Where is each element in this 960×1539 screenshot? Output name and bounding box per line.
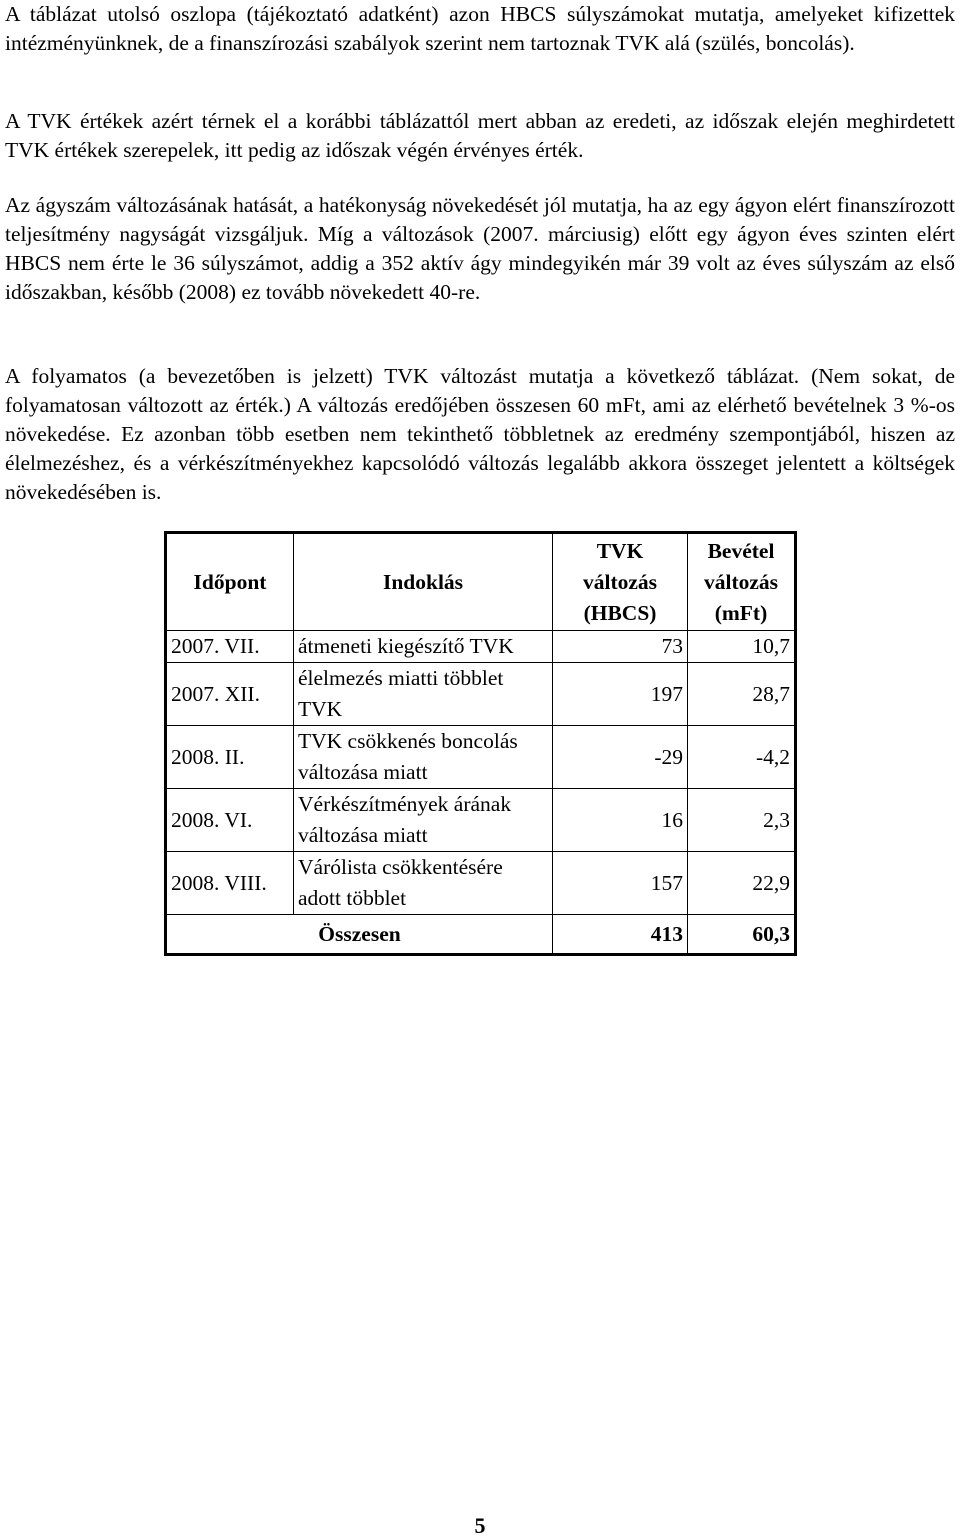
cell-reason-line1: TVK csökkenés boncolás	[298, 729, 518, 753]
cell-tvk: 73	[553, 631, 688, 663]
cell-reason	[294, 726, 553, 789]
header-revenue-change	[688, 533, 796, 631]
paragraph-table-note: A táblázat utolsó oszlopa (tájékoztató adatként) azon HBCS súlyszámokat mutatja, amelyeket kifizettek intézményünknek, de a finanszírozási szabályok szerint nem tartoznak TVK alá (szülés, boncolás).	[5, 2, 955, 55]
cell-reason-line2: TVK	[298, 697, 343, 721]
cell-revenue: 28,7	[688, 663, 796, 726]
header-rev-line3: (mFt)	[714, 600, 768, 625]
cell-tvk: 157	[553, 852, 688, 915]
page-number: 5	[474, 1513, 486, 1538]
table-row	[166, 663, 796, 726]
cell-reason-line1: Várólista csökkentésére	[298, 855, 503, 879]
header-tvk-change	[553, 533, 688, 631]
paragraph-bed-count: Az ágyszám változásának hatását, a hatékonyság növekedését jól mutatja, ha az egy ágyon elért finanszírozott teljesítmény nagyságát vizsgáljuk. Míg a változások (2007. márciusig) előtt egy ágyon éves szinten elért HBCS nem érte le 36 súlyszámot, addig a 352 aktív ágy mindegyikén már 39 volt az éves súlyszám az első időszakban, később (2008) ez tovább növekedett 40-re.	[5, 193, 955, 304]
cell-revenue: -4,2	[688, 726, 796, 789]
table-row	[166, 789, 796, 852]
cell-reason-line1: Vérkészítmények árának	[298, 792, 512, 816]
cell-date: 2008. II.	[166, 726, 294, 789]
table-header-row	[166, 533, 796, 631]
cell-reason	[294, 852, 553, 915]
cell-reason-line2: adott többlet	[298, 886, 407, 910]
tvk-change-table	[164, 531, 797, 956]
header-date: Időpont	[166, 533, 294, 631]
paragraph-tvk-values: A TVK értékek azért térnek el a korábbi táblázattól mert abban az eredeti, az időszak elején meghirdetett TVK értékek szerepelek, itt pedig az időszak végén érvényes érték.	[5, 109, 955, 162]
cell-reason	[294, 663, 553, 726]
cell-date: 2008. VIII.	[166, 852, 294, 915]
table-row	[166, 726, 796, 789]
cell-tvk: 16	[553, 789, 688, 852]
cell-date: 2008. VI.	[166, 789, 294, 852]
header-rev-line2: változás	[703, 569, 779, 594]
header-tvk-line1: TVK	[596, 538, 644, 563]
table-row	[166, 631, 796, 663]
cell-reason-line1: élelmezés miatti többlet	[298, 666, 504, 690]
cell-revenue: 2,3	[688, 789, 796, 852]
header-tvk-line3: (HBCS)	[583, 600, 657, 625]
header-rev-line1: Bevétel	[707, 538, 775, 563]
cell-reason: átmeneti kiegészítő TVK	[294, 631, 553, 663]
cell-date: 2007. VII.	[166, 631, 294, 663]
total-label: Összesen	[166, 915, 553, 955]
cell-reason-line2: változása miatt	[298, 760, 428, 784]
table-row	[166, 852, 796, 915]
cell-reason	[294, 789, 553, 852]
paragraph-tvk-change: A folyamatos (a bevezetőben is jelzett) TVK változást mutatja a következő táblázat. (Nem sokat, de folyamatosan változott az érték.) A változás eredőjében összesen 60 mFt, ami az elérhető bevételnek 3 %-os növekedése. Ez azonban több esetben nem tekinthető többletnek az eredmény szempontjából, hiszen az élelmezéshez, és a vérkészítményekhez kapcsolódó változás legalább akkora összeget jelentett a költségek növekedésében is.	[5, 364, 955, 504]
header-tvk-line2: változás	[582, 569, 658, 594]
cell-date: 2007. XII.	[166, 663, 294, 726]
cell-revenue: 10,7	[688, 631, 796, 663]
total-revenue: 60,3	[688, 915, 796, 955]
header-reason: Indoklás	[294, 533, 553, 631]
table-total-row	[166, 915, 796, 955]
cell-tvk: 197	[553, 663, 688, 726]
cell-revenue: 22,9	[688, 852, 796, 915]
total-tvk: 413	[553, 915, 688, 955]
cell-reason-line2: változása miatt	[298, 823, 428, 847]
cell-tvk: -29	[553, 726, 688, 789]
